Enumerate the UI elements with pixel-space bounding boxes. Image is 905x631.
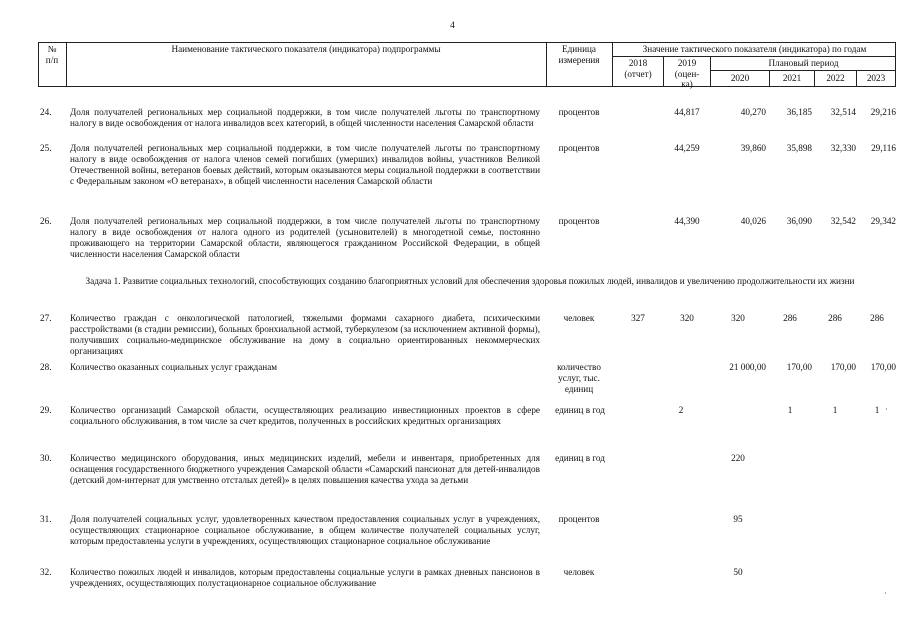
header-unit: Единица измерения [558,44,600,65]
row-name: Количество пожилых людей и инвалидов, которым предоставлены социальные услуги в рамках дневных пансионов в учреждениях, осуществляющих полустационарное социальное обслуживание [70,567,540,588]
row-unit: процентов [558,216,600,226]
row-name: Доля получателей региональных мер социальной поддержки, в том числе получателей льготы по транспортному налогу в виде освобождения от налога инвалидов всех категорий, в общей численности населения Самарской области [70,107,540,128]
value-2020: 320 [731,313,745,323]
value-2022: 32,330 [830,143,856,153]
value-2020: 40,270 [740,107,766,117]
row-name: Количество организаций Самарской области, осуществляющих реализацию инвестиционных проектов в сфере социального обслуживания, в том числе за счет кредитов, полученных в российских кредитных организациях [70,405,540,426]
value-2019: 44,259 [674,143,700,153]
header-values-title: Значение тактического показателя (индикатора) по годам [642,44,867,54]
row-unit: единиц в год [555,405,605,415]
row-name: Количество медицинского оборудования, иных медицинских изделий, мебели и инвентаря, приобретенных для оснащения государственного бюджетного учреждения Самарской области «Самарский пансионат для детей-инвалидов (детский дом-интернат для умственно отсталых детей)» в целях повышения качества ухода за детьми [70,453,540,485]
header-2022: 2022 [826,73,845,83]
value-2023: 29,116 [871,143,896,153]
header-2023: 2023 [866,73,886,83]
scan-speck: · [885,405,888,414]
row-unit: процентов [558,514,600,524]
header-plan-period: Плановый период [768,58,839,68]
value-2019: 2 [678,405,684,415]
value-2023: 286 [870,313,884,323]
value-2020: 50 [733,567,743,577]
row-num: 31. [40,514,52,524]
value-2022: 32,542 [830,216,856,226]
scan-speck: · [884,589,887,598]
row-name: Доля получателей региональных мер социальной поддержки, в том числе получателей льготы по транспортному налогу в виде освобождения от налога одного из родителей (усыновителей) в многодетной семье, постоянно проживающего на территории Самарской области, являющегося гражданином Российской Федерации, в общей численности населения Самарской области [70,216,540,259]
header-2018: 2018 (отчет) [624,58,652,79]
value-2023: 170,00 [870,362,896,372]
value-2023: 29,342 [870,216,896,226]
row-num: 30. [40,453,52,463]
row-num: 27. [40,313,52,323]
value-2021: 286 [783,313,797,323]
value-2021: 1 [787,405,793,415]
row-unit: человек [563,313,595,323]
value-2021: 170,00 [786,362,812,372]
row-name: Доля получателей социальных услуг, удовлетворенных качеством предоставления социальных услуг в учреждениях, осуществляющих стационарное социальное обслуживание, в общем количестве получателей социальных услуг, которым предоставлены услуги в учреждениях, осуществляющих стационарное социальное обслуживание [70,514,540,546]
table-header [38,42,896,89]
value-2020: 21 000,00 [729,362,766,372]
row-num: 26. [40,216,52,226]
value-2023: 1 [874,405,880,415]
value-2023: 29,216 [870,107,896,117]
row-num: 28. [40,362,52,372]
task-heading: Задача 1. Развитие социальных технологий, способствующих созданию благоприятных условий для обеспечения здоровья пожилых людей, инвалидов и увеличению продолжительности их жизни [85,276,855,286]
value-2022: 286 [828,313,842,323]
row-unit: процентов [558,107,600,117]
value-2021: 35,898 [786,143,812,153]
row-name: Количество граждан с онкологической патологией, тяжелыми формами сахарного диабета, психическими расстройствами (в стадии ремиссии), больных бронхиальной астмой, туберкулезом (за исключением активной формы), получивших социально-медицинское обслуживание на дому в социально ориентированных некоммерческих организациях [70,313,540,356]
value-2022: 1 [832,405,838,415]
header-name: Наименование тактического показателя (индикатора) подпрограммы [171,44,441,54]
value-2021: 36,185 [786,107,812,117]
value-2019: 44,390 [674,216,700,226]
value-2020: 39,860 [740,143,766,153]
row-name: Доля получателей региональных мер социальной поддержки, в том числе получателей льготы по транспортному налогу в виде освобождения от налога членов семей погибших (умерших) инвалидов войны, участников Великой Отечественной войны, ветеранов боевых действий, которым оказываются меры социальной поддержки в соответствии с Федеральным законом «О ветеранах», в общей численности населения Самарской области [70,143,540,186]
row-name: Количество оказанных социальных услуг гражданам [70,362,278,372]
value-2018: 327 [631,313,645,323]
value-2022: 170,00 [830,362,856,372]
value-2022: 32,514 [830,107,856,117]
row-num: 25. [40,143,52,153]
row-unit: процентов [558,143,600,153]
row-num: 32. [40,567,52,577]
value-2020: 220 [731,453,745,463]
row-unit: количество услуг, тыс. единиц [557,362,601,394]
value-2020: 95 [733,514,743,524]
header-2020: 2020 [730,73,750,83]
row-num: 24. [40,107,52,117]
header-2021: 2021 [782,73,802,83]
header-num: № п/п [45,44,59,65]
header-2019: 2019 (оцен- ка) [674,58,700,89]
row-unit: человек [563,567,595,577]
page-number: 4 [450,21,455,31]
value-2019: 44,817 [674,107,700,117]
row-num: 29. [40,405,52,415]
value-2021: 36,090 [786,216,812,226]
value-2019: 320 [680,313,694,323]
row-unit: единиц в год [555,453,605,463]
value-2020: 40,026 [740,216,766,226]
